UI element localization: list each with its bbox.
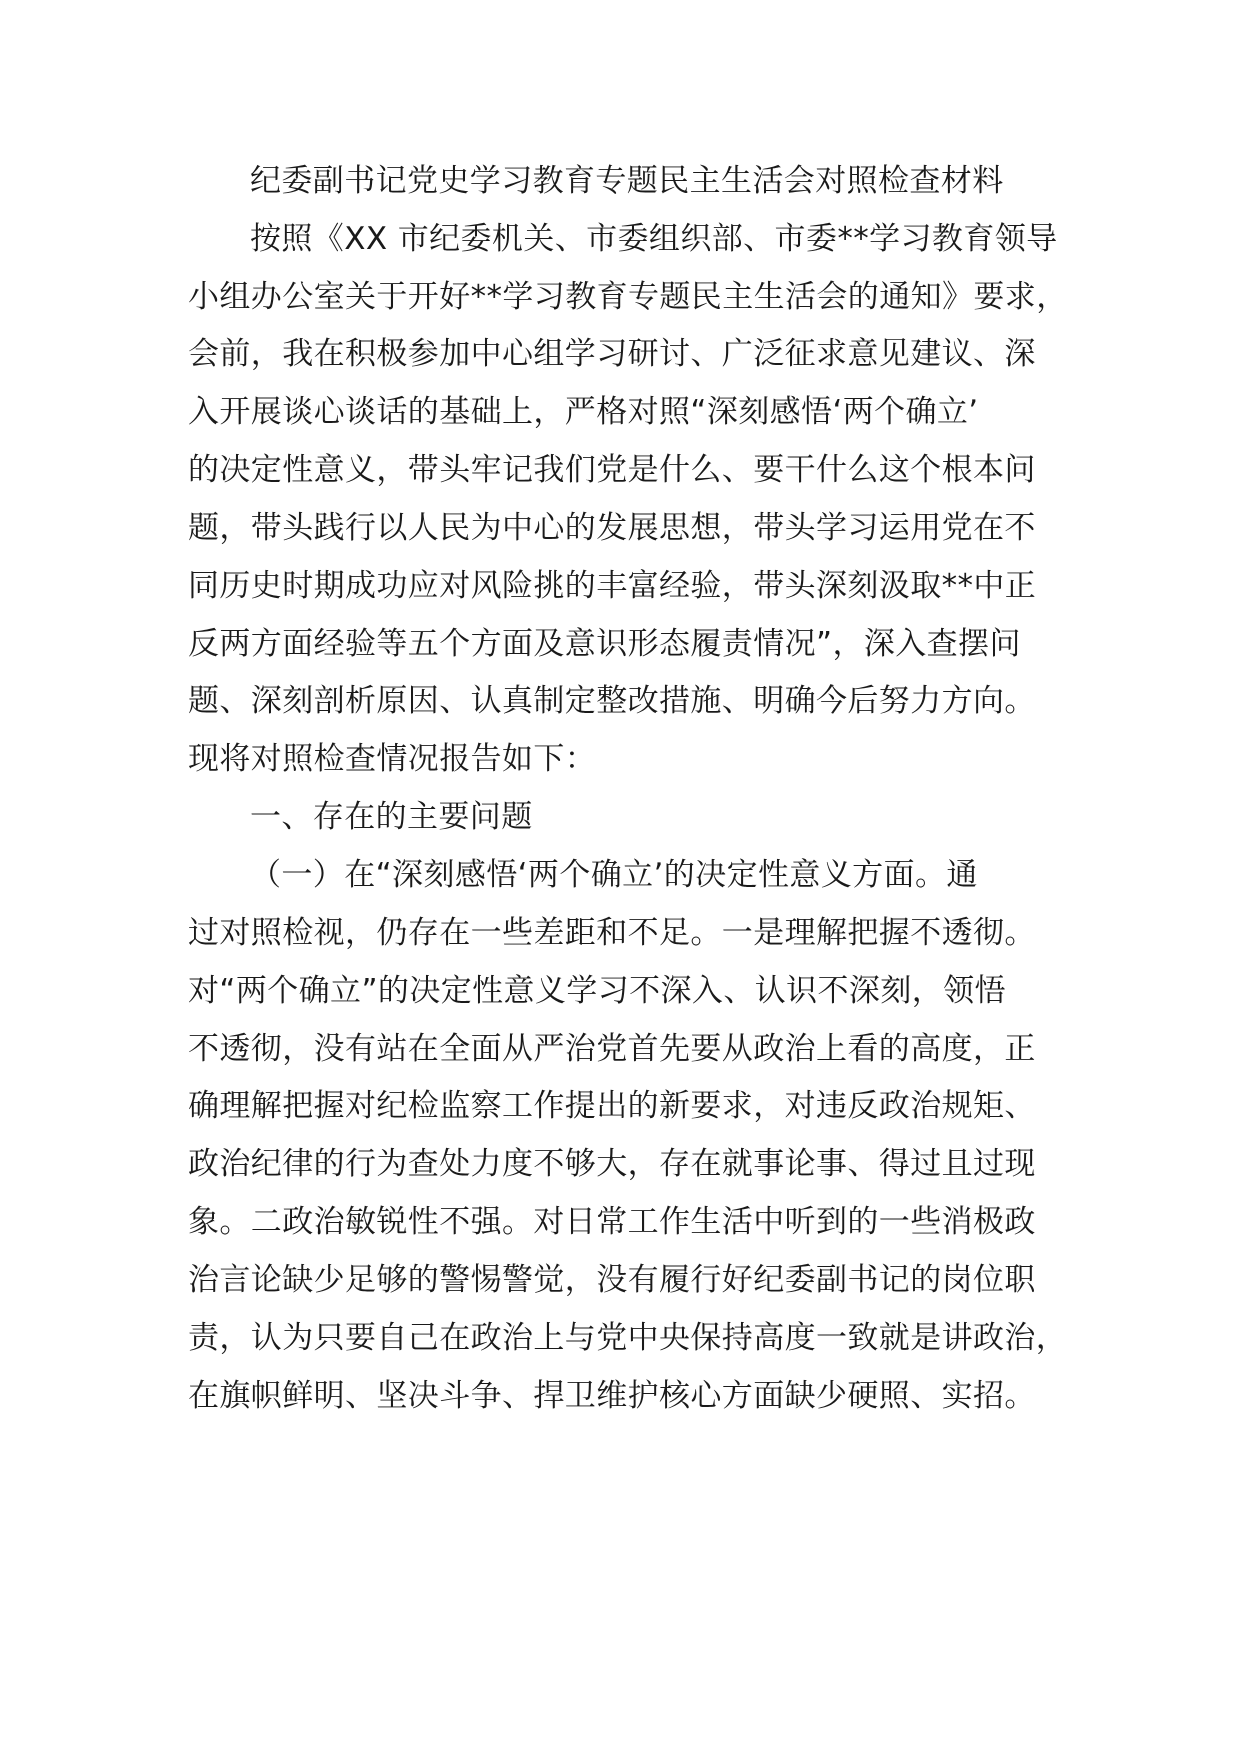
paragraph-line: 题、深刻剖析原因、认真制定整改措施、明确今后努力方向。 [188,683,1036,719]
paragraph-line: 现将对照检查情况报告如下： [188,741,597,777]
paragraph-line: 小组办公室关于开好**学习教育专题民主生活会的通知》要求， [188,279,1068,315]
paragraph-line: 过对照检视，仍存在一些差距和不足。一是理解把握不透彻。 [188,915,1036,951]
paragraph-line: 象。二政治敏锐性不强。对日常工作生活中听到的一些消极政 [188,1204,1036,1240]
document-title: 纪委副书记党史学习教育专题民主生活会对照检查材料 [250,163,1004,199]
paragraph-line: 治言论缺少足够的警惕警觉，没有履行好纪委副书记的岗位职 [188,1262,1036,1298]
paragraph-line: 按照《XX 市纪委机关、市委组织部、市委**学习教育领导 [250,221,1058,257]
paragraph-line: 在旗帜鲜明、坚决斗争、捍卫维护核心方面缺少硬照、实招。 [188,1378,1036,1414]
paragraph-line: 反两方面经验等五个方面及意识形态履责情况”，深入查摆问 [188,626,1021,662]
paragraph-line: 同历史时期成功应对风险挑的丰富经验，带头深刻汲取**中正 [188,568,1037,604]
paragraph-line: 对“两个确立”的决定性意义学习不深入、认识不深刻，领悟 [188,973,1006,1009]
paragraph-line: 责，认为只要自己在政治上与党中央保持高度一致就是讲政治， [188,1320,1068,1356]
paragraph-line: 会前，我在积极参加中心组学习研讨、广泛征求意见建议、深 [188,336,1036,372]
paragraph-line: （一）在“深刻感悟‘两个确立’的决定性意义方面。通 [250,857,978,893]
paragraph-line: 入开展谈心谈话的基础上，严格对照“深刻感悟‘两个确立’ [188,394,979,430]
paragraph-line: 不透彻，没有站在全面从严治党首先要从政治上看的高度，正 [188,1031,1036,1067]
paragraph-line: 的决定性意义，带头牢记我们党是什么、要干什么这个根本问 [188,452,1036,488]
paragraph-line: 政治纪律的行为查处力度不够大，存在就事论事、得过且过现 [188,1146,1036,1182]
section-heading: 一、存在的主要问题 [250,799,533,835]
paragraph-line: 确理解把握对纪检监察工作提出的新要求，对违反政治规矩、 [188,1088,1036,1124]
paragraph-line: 题，带头践行以人民为中心的发展思想，带头学习运用党在不 [188,510,1036,546]
